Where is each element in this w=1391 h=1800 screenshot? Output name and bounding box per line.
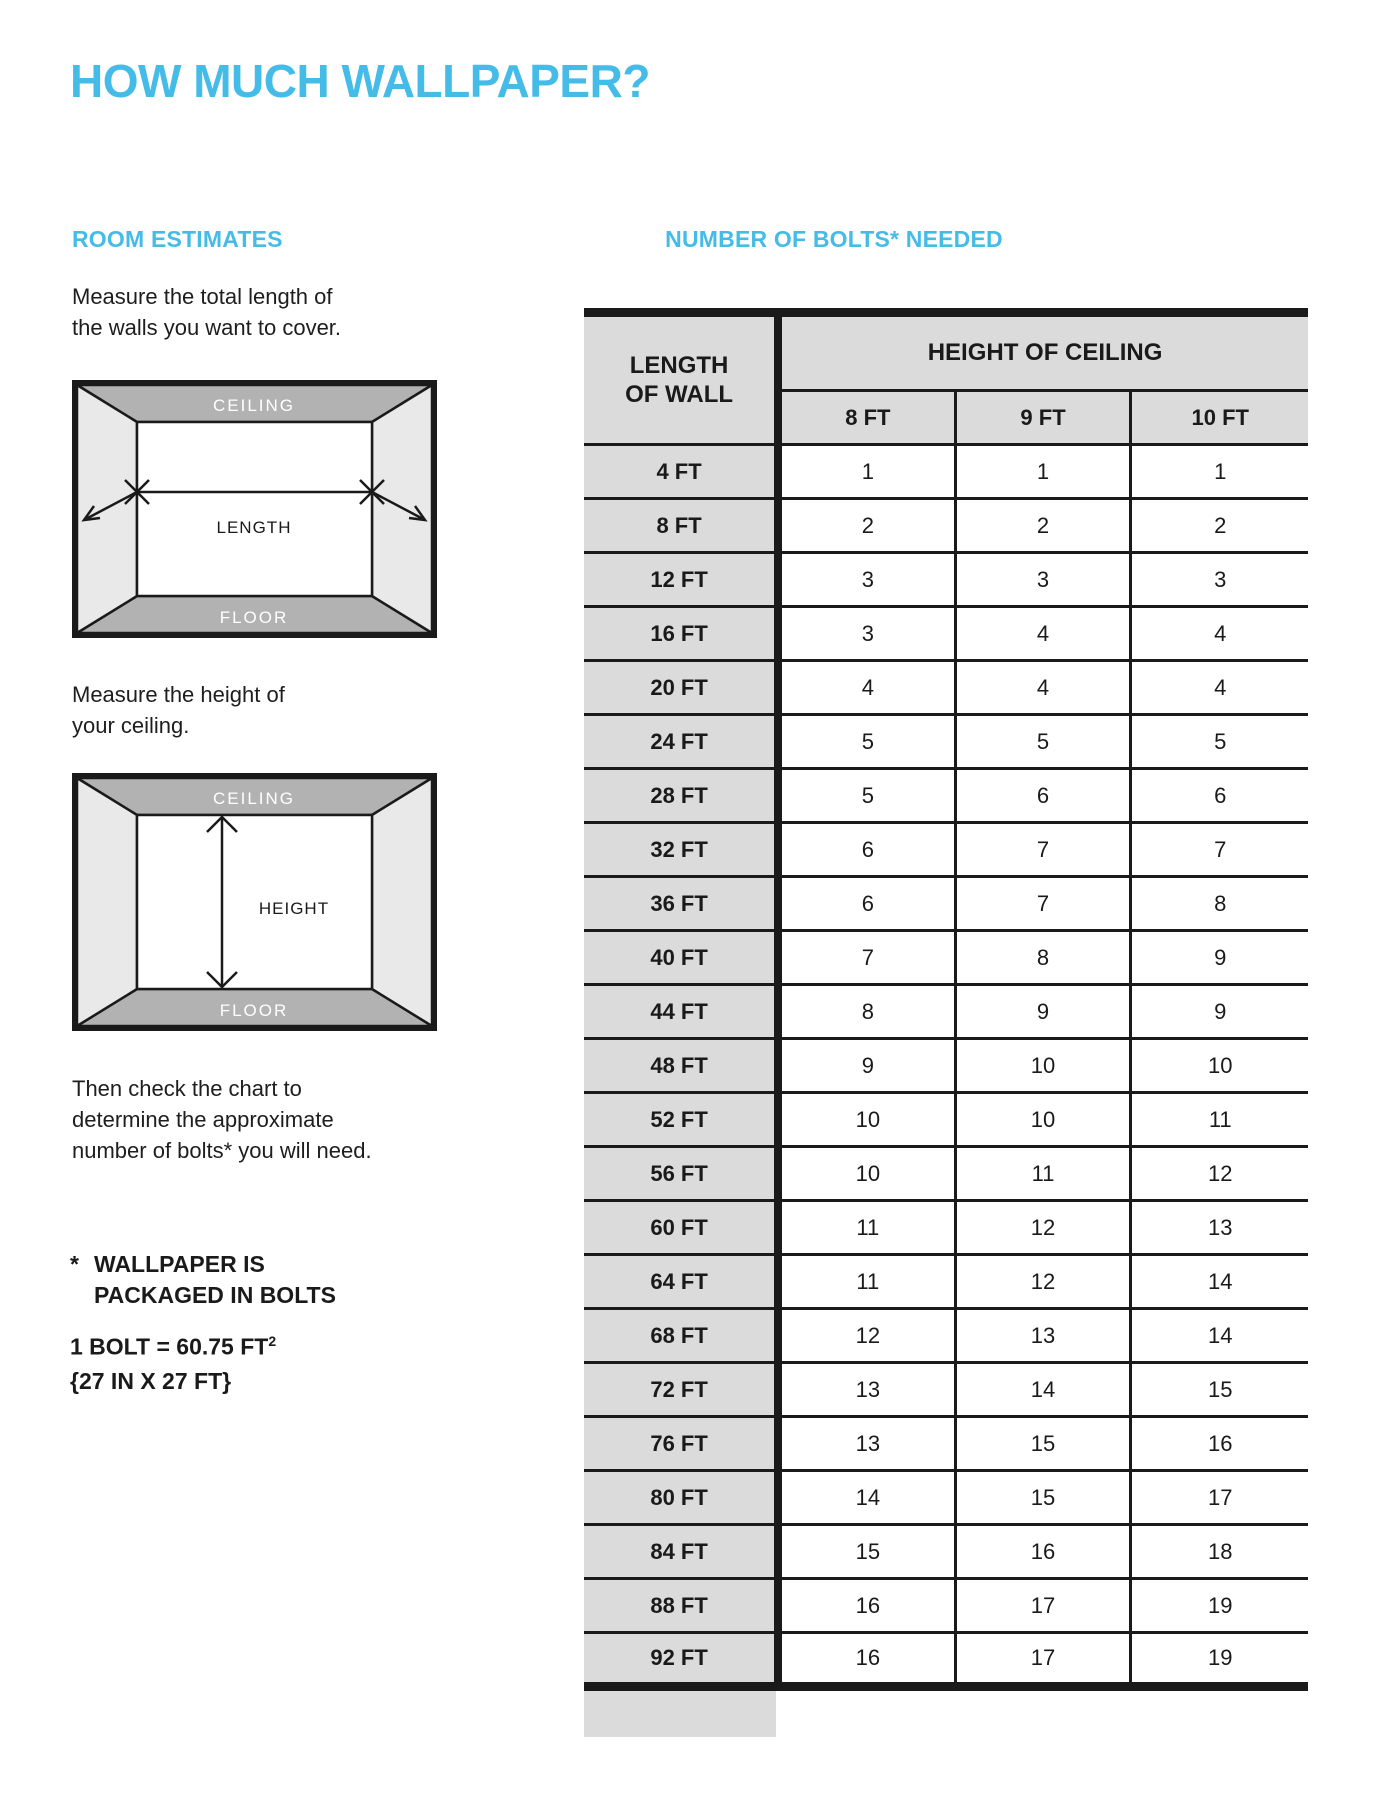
bolt-count-cell: 14	[955, 1363, 1131, 1417]
instruction-line: Measure the height of	[72, 682, 285, 707]
bolt-count-cell: 12	[955, 1255, 1131, 1309]
table-row	[584, 1471, 1308, 1525]
wallpaper-footnote	[70, 1249, 336, 1311]
bolt-count-cell: 6	[778, 823, 955, 877]
bolt-dimensions: {27 IN X 27 FT}	[70, 1367, 232, 1394]
bolt-count-cell: 13	[1131, 1201, 1308, 1255]
bolt-count-cell: 17	[1131, 1471, 1308, 1525]
bolt-count-cell: 10	[778, 1147, 955, 1201]
back-wall-surface	[137, 422, 372, 596]
table-row	[584, 1417, 1308, 1471]
bolts-table-container	[584, 308, 1308, 1737]
bolt-count-cell: 1	[1131, 445, 1308, 499]
bolt-count-cell: 14	[1131, 1309, 1308, 1363]
instruction-line: your ceiling.	[72, 713, 190, 738]
bolt-equation	[70, 1324, 276, 1364]
table-row	[584, 1093, 1308, 1147]
table-row	[584, 553, 1308, 607]
table-row	[584, 661, 1308, 715]
table-row	[584, 1579, 1308, 1633]
bolt-count-cell: 14	[1131, 1255, 1308, 1309]
bolt-count-cell: 15	[1131, 1363, 1308, 1417]
room-estimates-heading: ROOM ESTIMATES	[72, 226, 283, 252]
wall-length-cell: 4 FT	[584, 445, 778, 499]
bolt-count-cell: 5	[778, 715, 955, 769]
wall-length-cell: 44 FT	[584, 985, 778, 1039]
wall-length-cell: 28 FT	[584, 769, 778, 823]
bolt-count-cell: 10	[955, 1093, 1131, 1147]
footnote-line: PACKAGED IN BOLTS	[94, 1282, 336, 1308]
table-row	[584, 769, 1308, 823]
bolt-count-cell: 3	[1131, 553, 1308, 607]
bolt-count-cell: 9	[955, 985, 1131, 1039]
bolt-info	[70, 1324, 276, 1398]
wall-length-cell: 40 FT	[584, 931, 778, 985]
table-row	[584, 1255, 1308, 1309]
wall-length-cell: 68 FT	[584, 1309, 778, 1363]
table-row	[584, 1147, 1308, 1201]
wall-length-cell: 80 FT	[584, 1471, 778, 1525]
room-length-diagram	[72, 380, 437, 638]
bolt-count-cell: 6	[1131, 769, 1308, 823]
ceiling-label: CEILING	[212, 789, 296, 808]
bolt-count-cell: 9	[778, 1039, 955, 1093]
bolt-count-cell: 4	[955, 661, 1131, 715]
wall-length-cell: 64 FT	[584, 1255, 778, 1309]
length-of-wall-line: LENGTH	[629, 352, 729, 379]
bolt-count-cell: 12	[1131, 1147, 1308, 1201]
bolt-count-cell: 18	[1131, 1525, 1308, 1579]
bolt-count-cell: 9	[1131, 931, 1308, 985]
page-title: HOW MUCH WALLPAPER?	[70, 55, 650, 107]
floor-label: FLOOR	[219, 1001, 289, 1020]
instruction-line: Measure the total length of	[72, 284, 333, 309]
wall-length-cell: 32 FT	[584, 823, 778, 877]
bolts-table-body	[584, 445, 1308, 1687]
instruction-line: number of bolts* you will need.	[72, 1138, 372, 1163]
table-row	[584, 931, 1308, 985]
bolt-count-cell: 19	[1131, 1579, 1308, 1633]
column-header-10ft: 10 FT	[1131, 391, 1308, 445]
wall-length-cell: 76 FT	[584, 1417, 778, 1471]
bolt-count-cell: 9	[1131, 985, 1308, 1039]
floor-label: FLOOR	[219, 608, 289, 627]
back-wall-surface	[137, 815, 372, 989]
table-row	[584, 1633, 1308, 1687]
squared-superscript: 2	[268, 1333, 277, 1349]
instruction-measure-length	[72, 281, 341, 343]
table-row	[584, 445, 1308, 499]
left-wall-surface	[77, 778, 137, 1026]
bolt-count-cell: 12	[778, 1309, 955, 1363]
bolt-count-cell: 16	[955, 1525, 1131, 1579]
bolt-count-cell: 8	[1131, 877, 1308, 931]
bolt-count-cell: 6	[955, 769, 1131, 823]
wall-length-cell: 16 FT	[584, 607, 778, 661]
table-row	[584, 1363, 1308, 1417]
wall-length-cell: 24 FT	[584, 715, 778, 769]
bolt-count-cell: 11	[778, 1201, 955, 1255]
wall-length-cell: 56 FT	[584, 1147, 778, 1201]
bolt-count-cell: 7	[955, 823, 1131, 877]
bolt-count-cell: 11	[1131, 1093, 1308, 1147]
bolt-count-cell: 7	[955, 877, 1131, 931]
bolt-count-cell: 16	[1131, 1417, 1308, 1471]
table-row	[584, 1039, 1308, 1093]
right-wall-surface	[372, 778, 432, 1026]
bolt-count-cell: 3	[955, 553, 1131, 607]
table-header-row	[584, 313, 1308, 391]
bolt-count-cell: 11	[778, 1255, 955, 1309]
bolt-count-cell: 10	[778, 1093, 955, 1147]
bolt-count-cell: 7	[1131, 823, 1308, 877]
asterisk: *	[70, 1251, 79, 1277]
instruction-line: Then check the chart to	[72, 1076, 302, 1101]
bolt-count-cell: 2	[1131, 499, 1308, 553]
wall-length-cell: 88 FT	[584, 1579, 778, 1633]
table-row	[584, 1525, 1308, 1579]
bolt-count-cell: 10	[1131, 1039, 1308, 1093]
height-of-ceiling-header: HEIGHT OF CEILING	[778, 313, 1308, 391]
table-row	[584, 607, 1308, 661]
bolt-count-cell: 4	[1131, 661, 1308, 715]
bolt-count-cell: 1	[955, 445, 1131, 499]
bolt-count-cell: 4	[955, 607, 1131, 661]
footnote-line: WALLPAPER IS	[94, 1251, 265, 1277]
height-label: HEIGHT	[258, 899, 330, 918]
table-row	[584, 1309, 1308, 1363]
length-of-wall-header	[584, 313, 778, 445]
wall-length-cell: 12 FT	[584, 553, 778, 607]
length-label: LENGTH	[216, 518, 292, 537]
table-footer-spacer	[584, 1691, 776, 1737]
table-row	[584, 715, 1308, 769]
bolt-count-cell: 3	[778, 607, 955, 661]
wall-length-cell: 60 FT	[584, 1201, 778, 1255]
bolt-count-cell: 2	[955, 499, 1131, 553]
bolt-count-cell: 5	[955, 715, 1131, 769]
wall-length-cell: 36 FT	[584, 877, 778, 931]
bolt-count-cell: 13	[778, 1363, 955, 1417]
bolt-count-cell: 19	[1131, 1633, 1308, 1687]
wall-length-cell: 8 FT	[584, 499, 778, 553]
instruction-measure-height	[72, 679, 285, 741]
table-row	[584, 877, 1308, 931]
table-row	[584, 499, 1308, 553]
instruction-check-chart	[72, 1073, 372, 1166]
table-row	[584, 985, 1308, 1039]
bolt-count-cell: 4	[778, 661, 955, 715]
bolt-count-cell: 5	[778, 769, 955, 823]
instruction-line: the walls you want to cover.	[72, 315, 342, 340]
bolts-needed-heading: NUMBER OF BOLTS* NEEDED	[665, 226, 1003, 252]
bolt-count-cell: 13	[778, 1417, 955, 1471]
bolt-count-cell: 7	[778, 931, 955, 985]
bolt-count-cell: 15	[955, 1471, 1131, 1525]
bolt-count-cell: 8	[778, 985, 955, 1039]
column-header-9ft: 9 FT	[955, 391, 1131, 445]
bolt-count-cell: 17	[955, 1579, 1131, 1633]
bolts-table	[584, 308, 1308, 1691]
bolt-count-cell: 10	[955, 1039, 1131, 1093]
bolt-count-cell: 17	[955, 1633, 1131, 1687]
ceiling-label: CEILING	[212, 396, 296, 415]
bolt-count-cell: 13	[955, 1309, 1131, 1363]
bolt-count-cell: 6	[778, 877, 955, 931]
wall-length-cell: 20 FT	[584, 661, 778, 715]
room-height-diagram	[72, 773, 437, 1031]
column-header-8ft: 8 FT	[778, 391, 955, 445]
footnote-text	[94, 1249, 336, 1311]
wall-length-cell: 48 FT	[584, 1039, 778, 1093]
table-row	[584, 823, 1308, 877]
table-row	[584, 1201, 1308, 1255]
bolt-count-cell: 12	[955, 1201, 1131, 1255]
wall-length-cell: 72 FT	[584, 1363, 778, 1417]
bolt-count-cell: 15	[778, 1525, 955, 1579]
bolt-count-cell: 5	[1131, 715, 1308, 769]
bolt-count-cell: 3	[778, 553, 955, 607]
bolt-count-cell: 2	[778, 499, 955, 553]
bolt-count-cell: 16	[778, 1579, 955, 1633]
instruction-line: determine the approximate	[72, 1107, 334, 1132]
bolt-count-cell: 1	[778, 445, 955, 499]
length-of-wall-line: OF WALL	[625, 381, 734, 408]
bolt-count-cell: 4	[1131, 607, 1308, 661]
bolt-count-cell: 16	[778, 1633, 955, 1687]
wall-length-cell: 52 FT	[584, 1093, 778, 1147]
bolt-equation-text: 1 BOLT = 60.75 FT	[70, 1333, 269, 1360]
wall-length-cell: 92 FT	[584, 1633, 778, 1687]
bolt-count-cell: 14	[778, 1471, 955, 1525]
bolt-count-cell: 15	[955, 1417, 1131, 1471]
bolt-count-cell: 8	[955, 931, 1131, 985]
wall-length-cell: 84 FT	[584, 1525, 778, 1579]
bolt-count-cell: 11	[955, 1147, 1131, 1201]
